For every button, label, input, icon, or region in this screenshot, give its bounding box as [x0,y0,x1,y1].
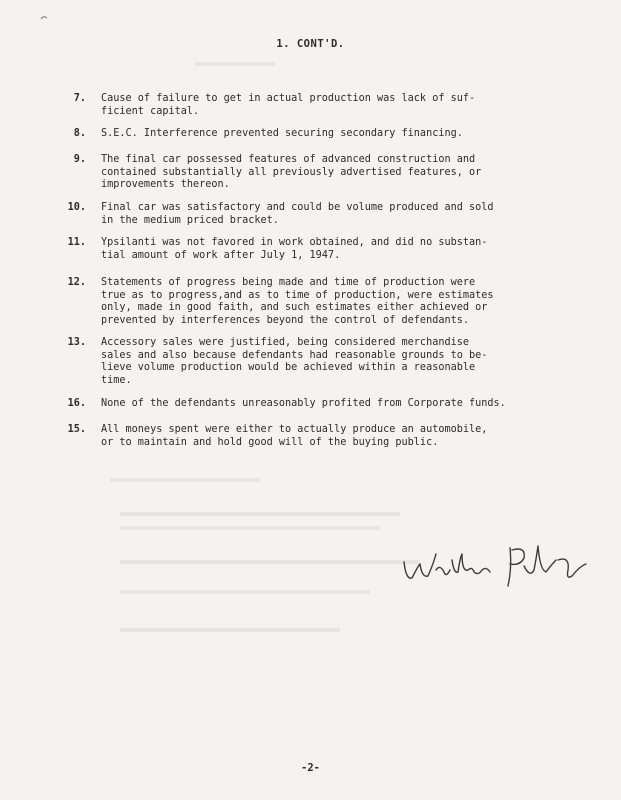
item-text [101,398,596,411]
item-line: S.E.C. Interference prevented securing secondary financing. [101,128,463,139]
item-number: 11. [67,237,86,248]
page-number: -2- [301,762,320,774]
item-line: Cause of failure to get in actual production was lack of suf- [101,93,476,104]
item-number: 8. [73,128,86,139]
item-number: 10. [67,202,86,213]
item-line: tial amount of work after July 1, 1947. [101,249,341,261]
item-text [101,277,596,327]
item-text [101,237,596,262]
item-text [101,154,596,192]
item-text [101,337,596,387]
item-text [101,128,596,141]
item-number: 13. [67,337,86,348]
item-text [101,202,596,227]
page-heading: 1. CONT'D. [276,38,345,50]
item-line: contained substantially all previously advertised features, or [101,166,482,178]
item-line: prevented by interferences beyond the control of defendants. [101,314,470,326]
item-number: 12. [67,277,86,288]
item-line: only, made in good faith, and such estimates either achieved or [101,302,488,313]
item-line: Final car was satisfactory and could be volume produced and sold [101,202,494,213]
corner-speck-icon [40,15,48,21]
item-line: None of the defendants unreasonably profited from Corporate funds. [101,398,506,409]
item-line: or to maintain and hold good will of the buying public. [101,436,439,448]
item-text [101,93,596,118]
item-line: sales and also because defendants had reasonable grounds to be- [101,349,488,361]
item-number: 7. [73,93,86,104]
item-line: time. [101,374,132,386]
item-line: true as to progress,and as to time of production, were estimates [101,289,494,301]
handwritten-signature [400,540,610,596]
item-line: ficient capital. [101,105,200,117]
item-line: Accessory sales were justified, being considered merchandise [101,337,470,348]
item-line: All moneys spent were either to actually produce an automobile, [101,424,488,435]
item-number: 9. [73,154,86,165]
item-line: in the medium priced bracket. [101,214,279,226]
item-line: improvements thereon. [101,179,230,190]
item-line: Statements of progress being made and time of production were [101,277,476,288]
item-line: lieve volume production would be achieved within a reasonable [101,362,476,373]
item-number: 15. [67,424,86,435]
item-number: 16. [67,398,86,409]
item-text [101,424,596,449]
item-line: Ypsilanti was not favored in work obtained, and did no substan- [101,237,488,248]
item-line: The final car possessed features of advanced construction and [101,154,476,165]
